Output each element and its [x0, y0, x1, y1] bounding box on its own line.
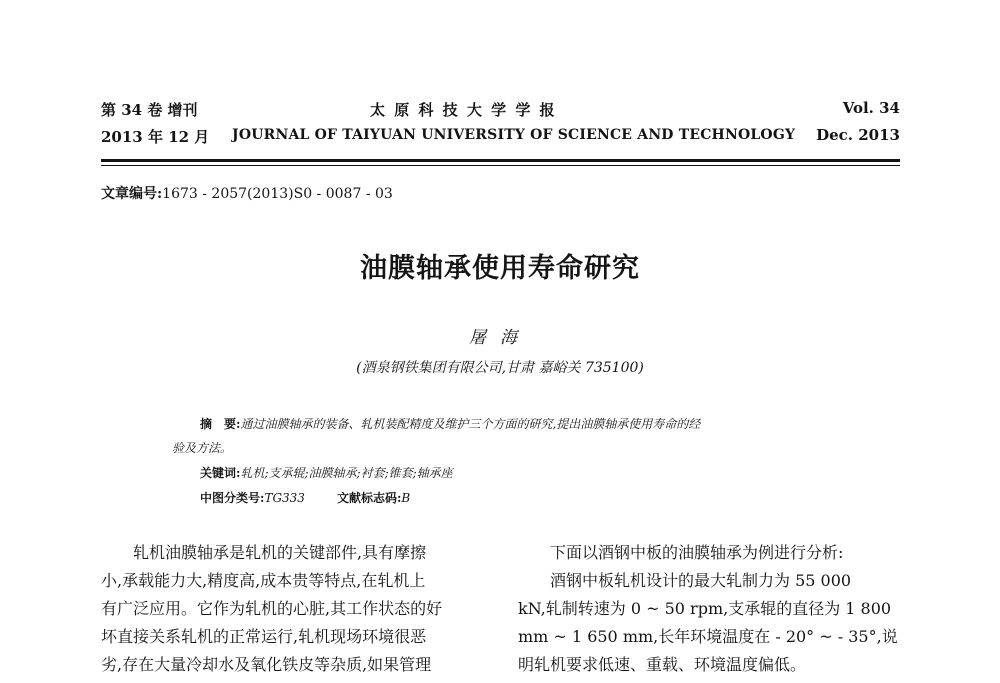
- right-column-line: 下面以酒钢中板的油膜轴承为例进行分析:: [518, 543, 844, 562]
- clc-value: TG333: [264, 491, 305, 505]
- left-column-line: 劣,存在大量冷却水及氧化铁皮等杂质,如果管理: [101, 655, 432, 674]
- abstract-text-2: 验及方法。: [172, 441, 233, 455]
- volume-en: Vol. 34: [842, 99, 900, 117]
- author-affiliation: (酒泉钢铁集团有限公司,甘肃 嘉峪关 735100): [356, 360, 644, 376]
- abstract-line-1: [200, 415, 700, 432]
- header-rule-thin: [101, 165, 900, 166]
- right-column-line: mm ~ 1 650 mm,长年环境温度在 - 20° ~ - 35°,说: [518, 627, 898, 646]
- keywords-label: 关键词:: [200, 466, 241, 480]
- date-cn: 2013 年 12 月: [101, 128, 210, 146]
- left-column-line: 小,承载能力大,精度高,成本贵等特点,在轧机上: [101, 571, 426, 590]
- header-rule-thick: [101, 159, 900, 162]
- article-number-label: 文章编号:: [101, 186, 163, 202]
- left-column-line: 坏直接关系轧机的正常运行,轧机现场环境很恶: [101, 627, 427, 646]
- author-name: 屠海: [469, 328, 531, 348]
- doc-code-label: 文献标志码:: [336, 491, 402, 505]
- doc-code-value: B: [401, 491, 411, 505]
- journal-title-cn: 太 原 科 技 大 学 学 报: [370, 101, 557, 119]
- article-title: 油膜轴承使用寿命研究: [360, 253, 640, 284]
- keywords: [200, 464, 453, 481]
- left-column-line: 轧机油膜轴承是轧机的关键部件,具有摩擦: [101, 543, 427, 562]
- article-number-value: 1673 - 2057(2013)S0 - 0087 - 03: [162, 186, 393, 202]
- right-column-line: 明轧机要求低速、重载、环境温度偏低。: [518, 655, 807, 674]
- journal-title-en: JOURNAL OF TAIYUAN UNIVERSITY OF SCIENCE AND TECHNOLOGY: [232, 127, 796, 143]
- article-number: [101, 183, 393, 203]
- right-column-line: kN,轧制转速为 0 ~ 50 rpm,支承辊的直径为 1 800: [518, 599, 892, 618]
- classification: [200, 489, 410, 506]
- date-en: Dec. 2013: [816, 126, 900, 144]
- clc-label: 中图分类号:: [200, 491, 265, 505]
- abstract-label: 摘 要:: [200, 417, 241, 431]
- left-column-line: 有广泛应用。它作为轧机的心脏,其工作状态的好: [101, 599, 443, 618]
- right-column-line: 酒钢中板轧机设计的最大轧制力为 55 000: [518, 571, 852, 590]
- abstract-text-1: 通过油膜轴承的装备、轧机装配精度及维护三个方面的研究,提出油膜轴承使用寿命的经: [240, 417, 701, 431]
- volume-issue-cn: 第 34 卷 增刊: [101, 101, 198, 119]
- keywords-value: 轧机;支承辊;油膜轴承;衬套;锥套;轴承座: [240, 466, 453, 480]
